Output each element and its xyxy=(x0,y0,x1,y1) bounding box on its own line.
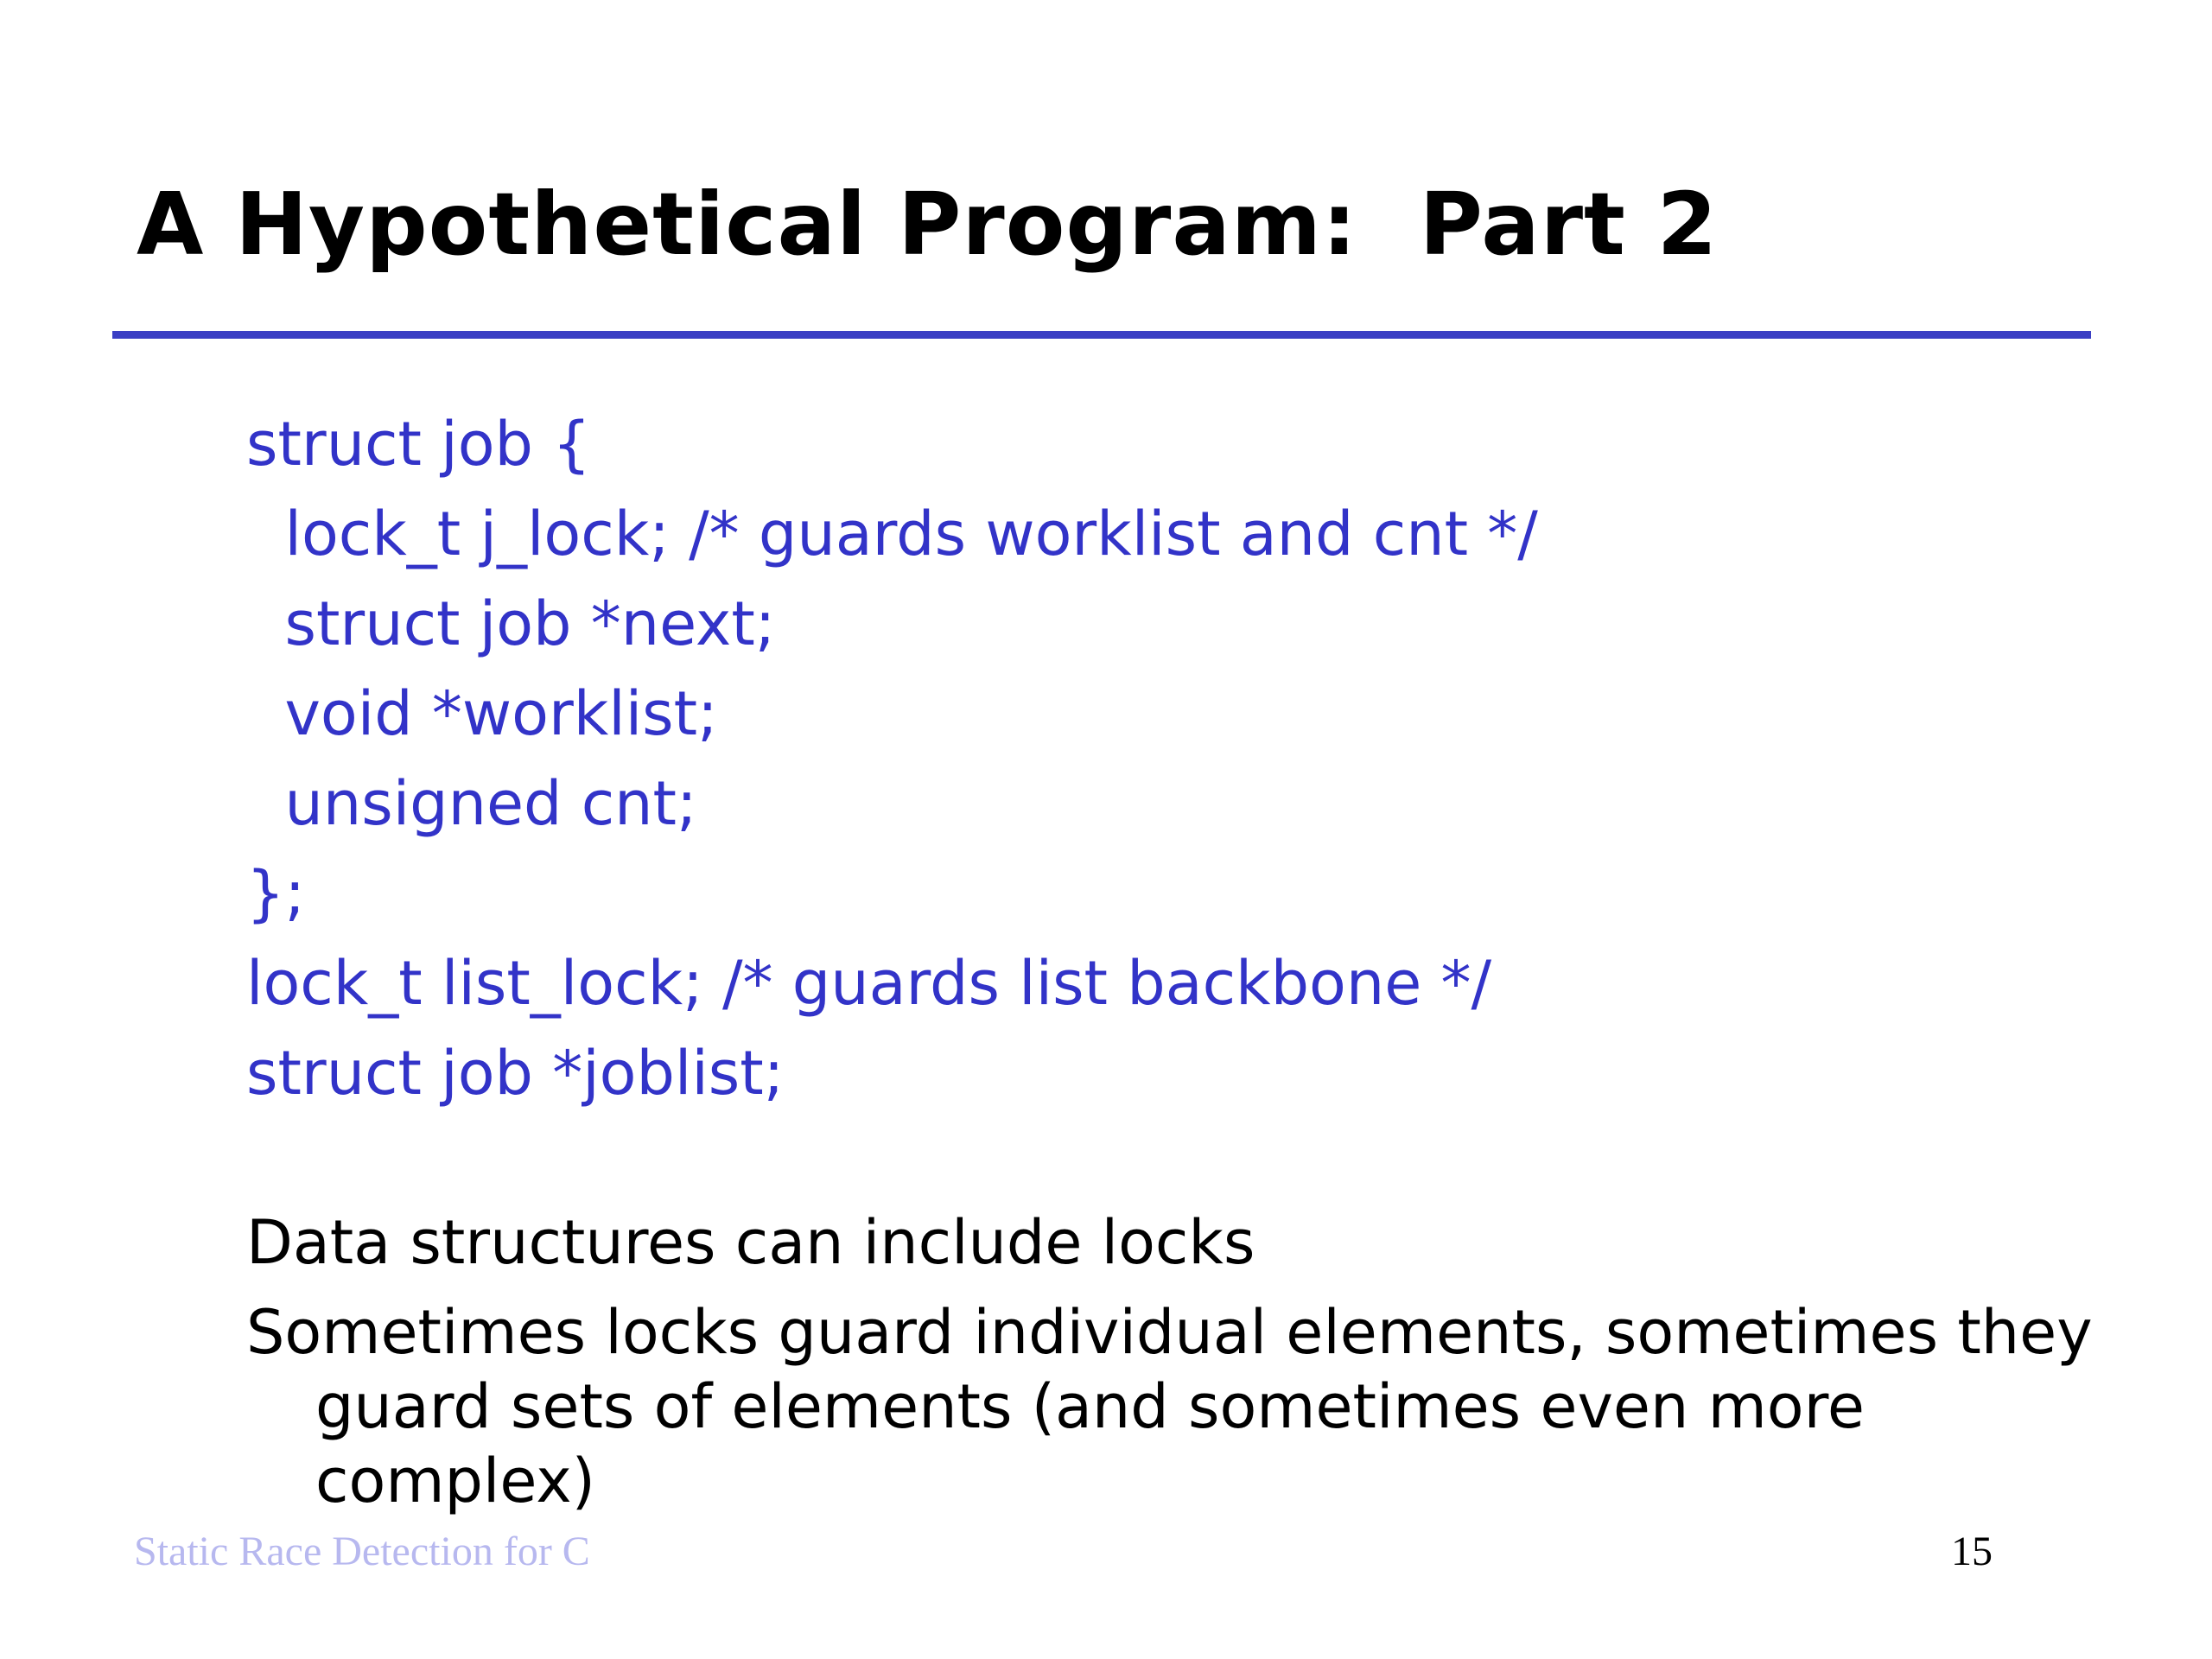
code-line: void *worklist; xyxy=(246,678,718,749)
code-line: lock_t list_lock; /* guards list backbone */ xyxy=(246,948,1492,1019)
code-line: struct job *joblist; xyxy=(246,1038,785,1109)
page-number: 15 xyxy=(1951,1529,1993,1574)
title-divider xyxy=(112,331,2091,339)
code-line: lock_t j_lock; /* guards worklist and cnt */ xyxy=(246,499,1538,569)
code-line: }; xyxy=(246,858,306,929)
code-block xyxy=(246,399,1538,1118)
bullet-item: Data structures can include locks xyxy=(246,1207,1255,1278)
bullet-item: Sometimes locks guard individual elements, sometimes they guard sets of elements (and sometimes even more complex) xyxy=(246,1297,2093,1516)
code-line: struct job *next; xyxy=(246,588,776,659)
bullet-list xyxy=(246,1205,2104,1534)
code-line: unsigned cnt; xyxy=(246,768,697,839)
slide-title: A Hypothetical Program: Part 2 xyxy=(137,174,1719,275)
footer-title: Static Race Detection for C xyxy=(134,1529,590,1574)
code-line: struct job { xyxy=(246,409,591,480)
